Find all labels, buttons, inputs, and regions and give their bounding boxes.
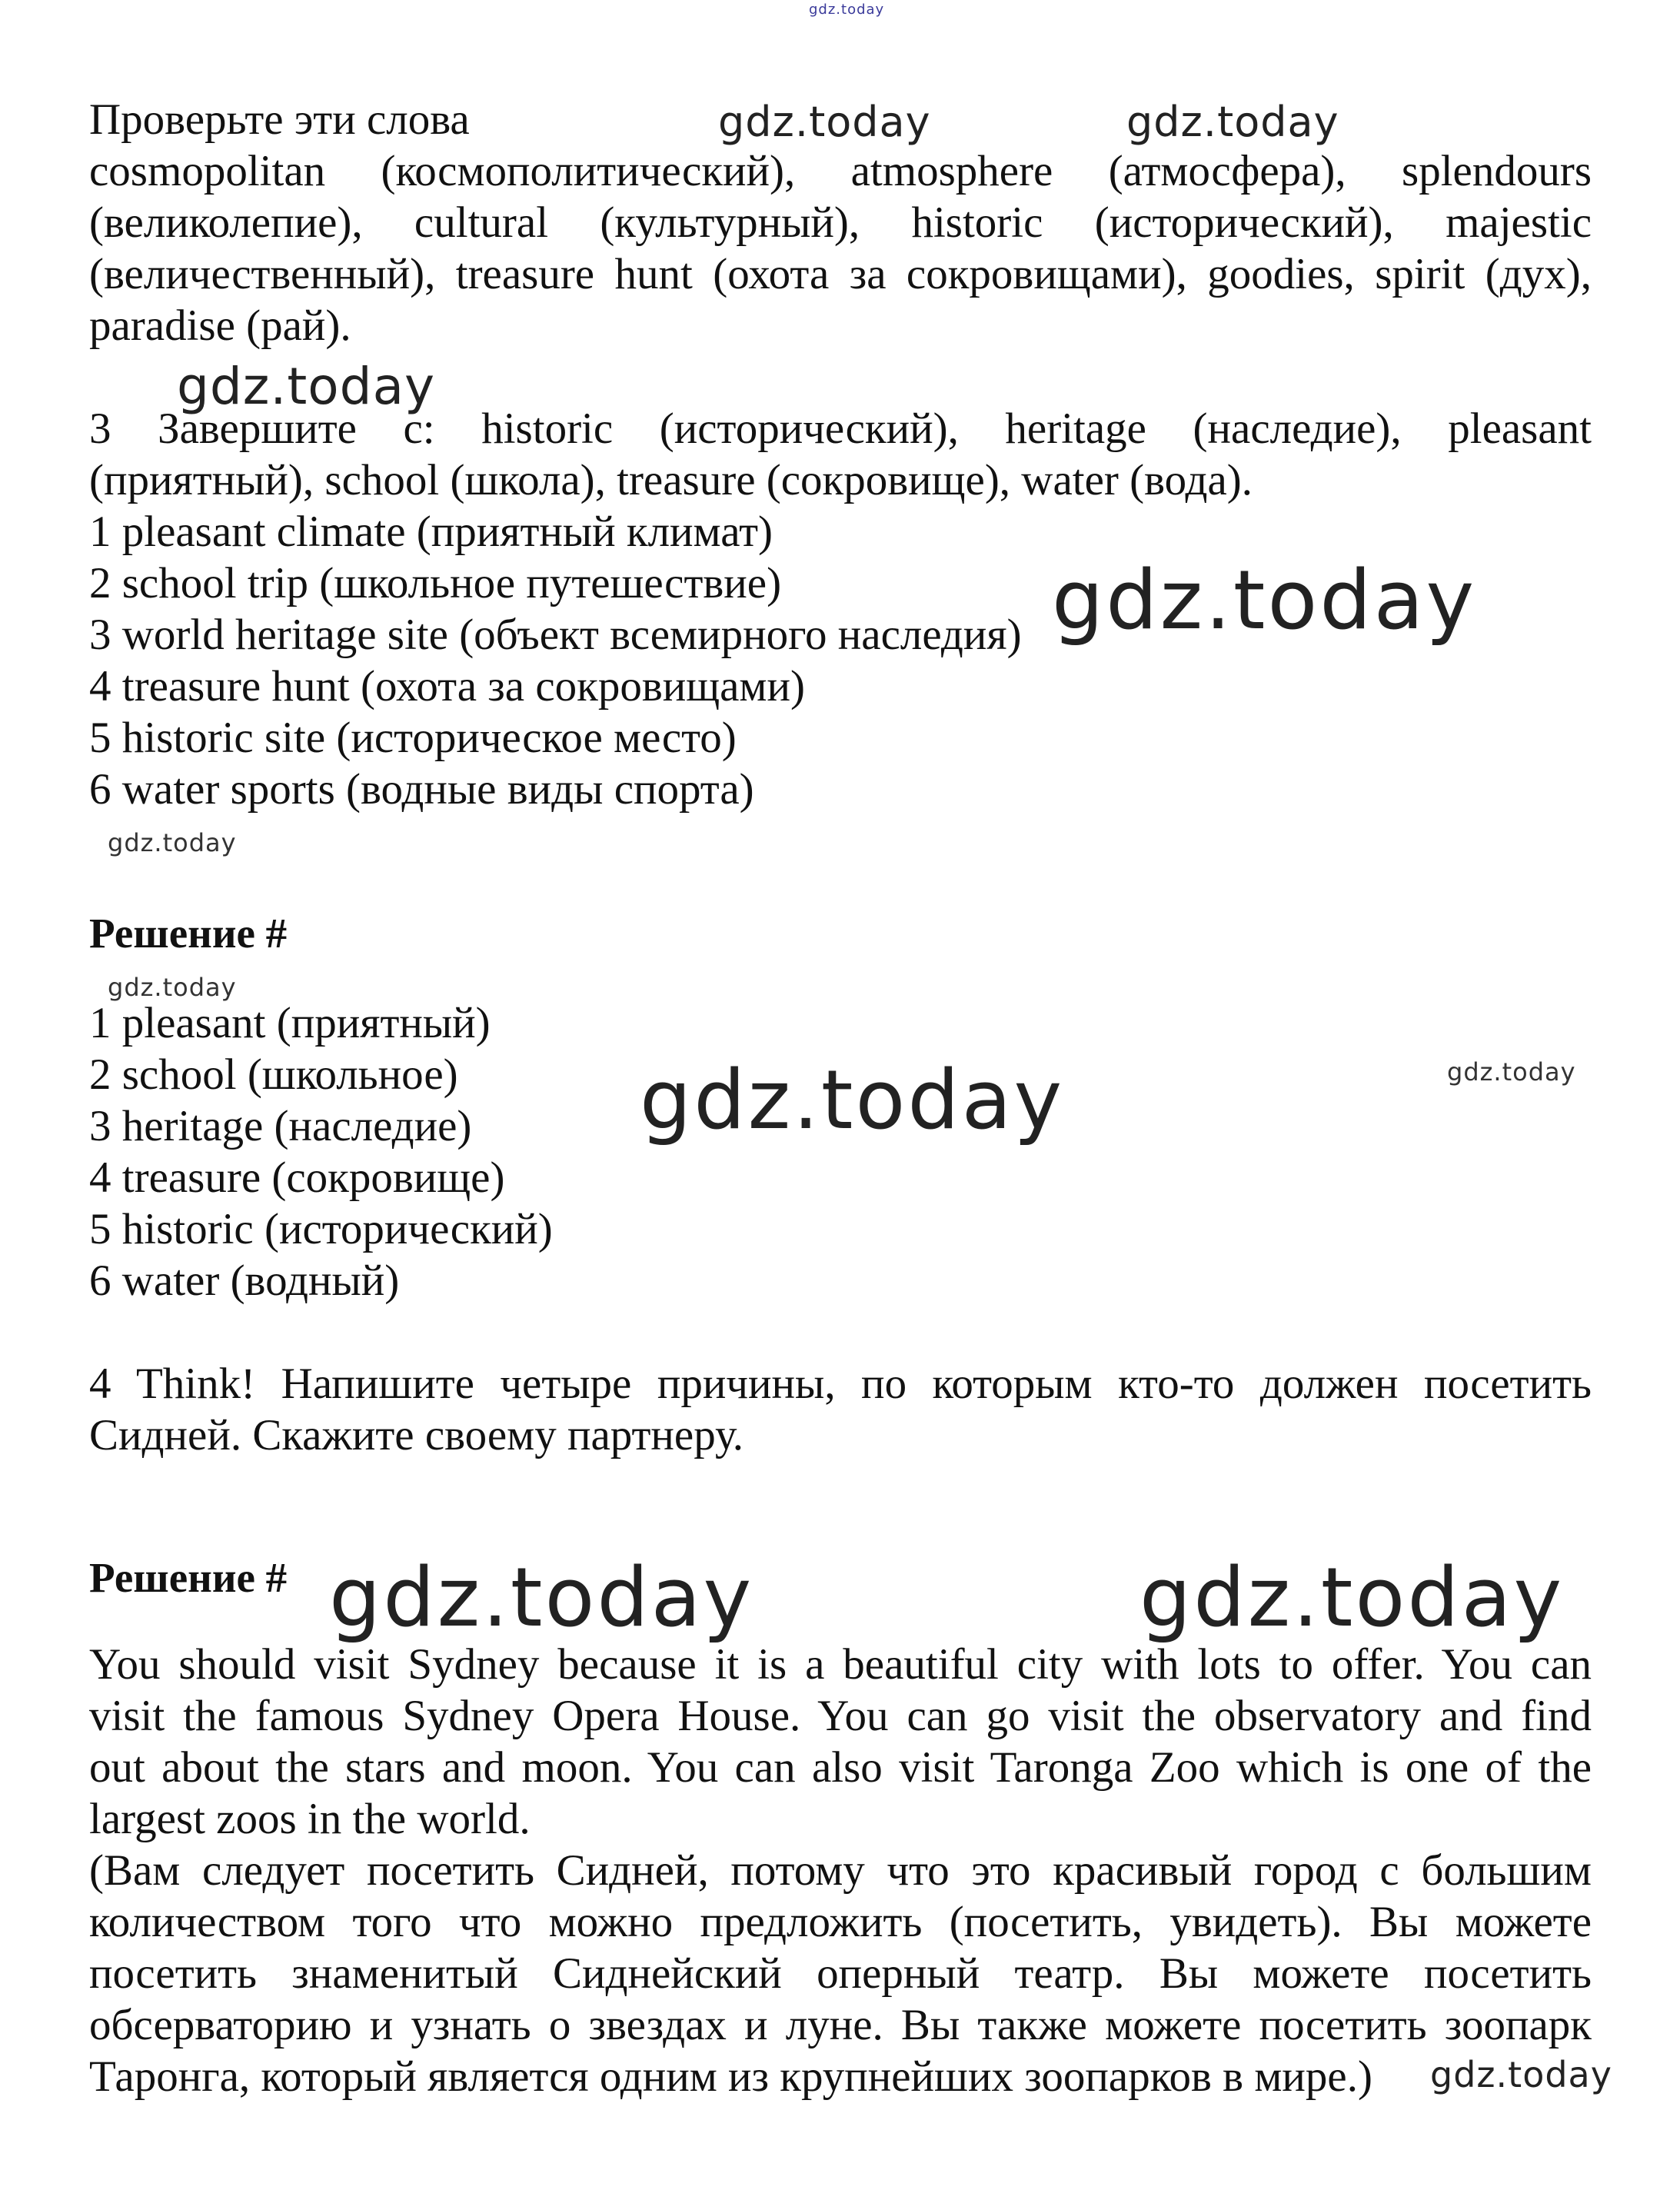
- task3-item: 6 water sports (водные виды спорта): [89, 765, 754, 814]
- vocab-line: (величественный), treasure hunt (охота за сокровищами), goodies, spirit (дух),: [89, 250, 1592, 298]
- task3-item: 1 pleasant climate (приятный климат): [89, 508, 773, 556]
- task3-item: 2 school trip (школьное путешествие): [89, 559, 782, 607]
- solution2-russian-line: Таронга, который является одним из крупнейших зоопарков в мире.): [89, 2052, 1372, 2101]
- task3-prompt-line: 3 Завершите с: historic (исторический), heritage (наследие), pleasant: [89, 404, 1592, 453]
- solution1-item: 6 water (водный): [89, 1256, 400, 1305]
- vocab-line: (великолепие), cultural (культурный), historic (исторический), majestic: [89, 198, 1592, 247]
- task3-item: 3 world heritage site (объект всемирного наследия): [89, 611, 1022, 659]
- solution2-english-line: largest zoos in the world.: [89, 1795, 531, 1843]
- vocab-intro: Проверьте эти слова: [89, 95, 470, 144]
- vocab-line: paradise (рай).: [89, 301, 351, 350]
- solution1-item: 4 treasure (сокровище): [89, 1153, 505, 1202]
- solution2-english-line: You should visit Sydney because it is a beautiful city with lots to offer. You can: [89, 1640, 1592, 1689]
- task3-item: 4 treasure hunt (охота за сокровищами): [89, 662, 805, 711]
- watermark: gdz.today: [1139, 1550, 1565, 1645]
- solution2-russian-line: обсерваторию и узнать о звездах и луне. Вы также можете посетить зоопарк: [89, 2001, 1592, 2049]
- watermark: gdz.today: [177, 357, 436, 416]
- watermark: gdz.today: [1430, 2054, 1612, 2095]
- task3-prompt-line: (приятный), school (школа), treasure (сокровище), water (вода).: [89, 456, 1253, 504]
- solution2-english-line: visit the famous Sydney Opera House. You can go visit the observatory and find: [89, 1692, 1592, 1740]
- watermark: gdz.today: [1052, 553, 1477, 647]
- solution1-item: 5 historic (исторический): [89, 1205, 553, 1253]
- watermark: gdz.today: [640, 1053, 1065, 1147]
- task3-item: 5 historic site (историческое место): [89, 714, 737, 762]
- watermark: gdz.today: [108, 973, 237, 1002]
- watermark: gdz.today: [329, 1550, 754, 1645]
- solution2-russian-line: количеством того что можно предложить (посетить, увидеть). Вы можете: [89, 1898, 1592, 1946]
- watermark: gdz.today: [108, 828, 237, 857]
- watermark: gdz.today: [809, 2, 885, 18]
- solution2-russian-line: (Вам следует посетить Сидней, потому что это красивый город с большим: [89, 1846, 1592, 1895]
- solution1-item: 1 pleasant (приятный): [89, 999, 491, 1047]
- vocab-line: cosmopolitan (космополитический), atmosphere (атмосфера), splendours: [89, 147, 1592, 195]
- watermark: gdz.today: [1126, 98, 1339, 146]
- watermark: gdz.today: [1447, 1057, 1576, 1087]
- solution2-english-line: out about the stars and moon. You can also visit Taronga Zoo which is one of the: [89, 1743, 1592, 1792]
- solution2-russian-line: посетить знаменитый Сиднейский оперный театр. Вы можете посетить: [89, 1949, 1592, 1998]
- task4-line: Сидней. Скажите своему партнеру.: [89, 1411, 744, 1459]
- solution-heading: Решение #: [89, 1554, 288, 1601]
- solution1-item: 3 heritage (наследие): [89, 1102, 472, 1150]
- solution1-item: 2 school (школьное): [89, 1050, 458, 1099]
- watermark: gdz.today: [718, 98, 931, 146]
- solution-heading: Решение #: [89, 910, 288, 957]
- task4-line: 4 Think! Напишите четыре причины, по которым кто-то должен посетить: [89, 1360, 1592, 1408]
